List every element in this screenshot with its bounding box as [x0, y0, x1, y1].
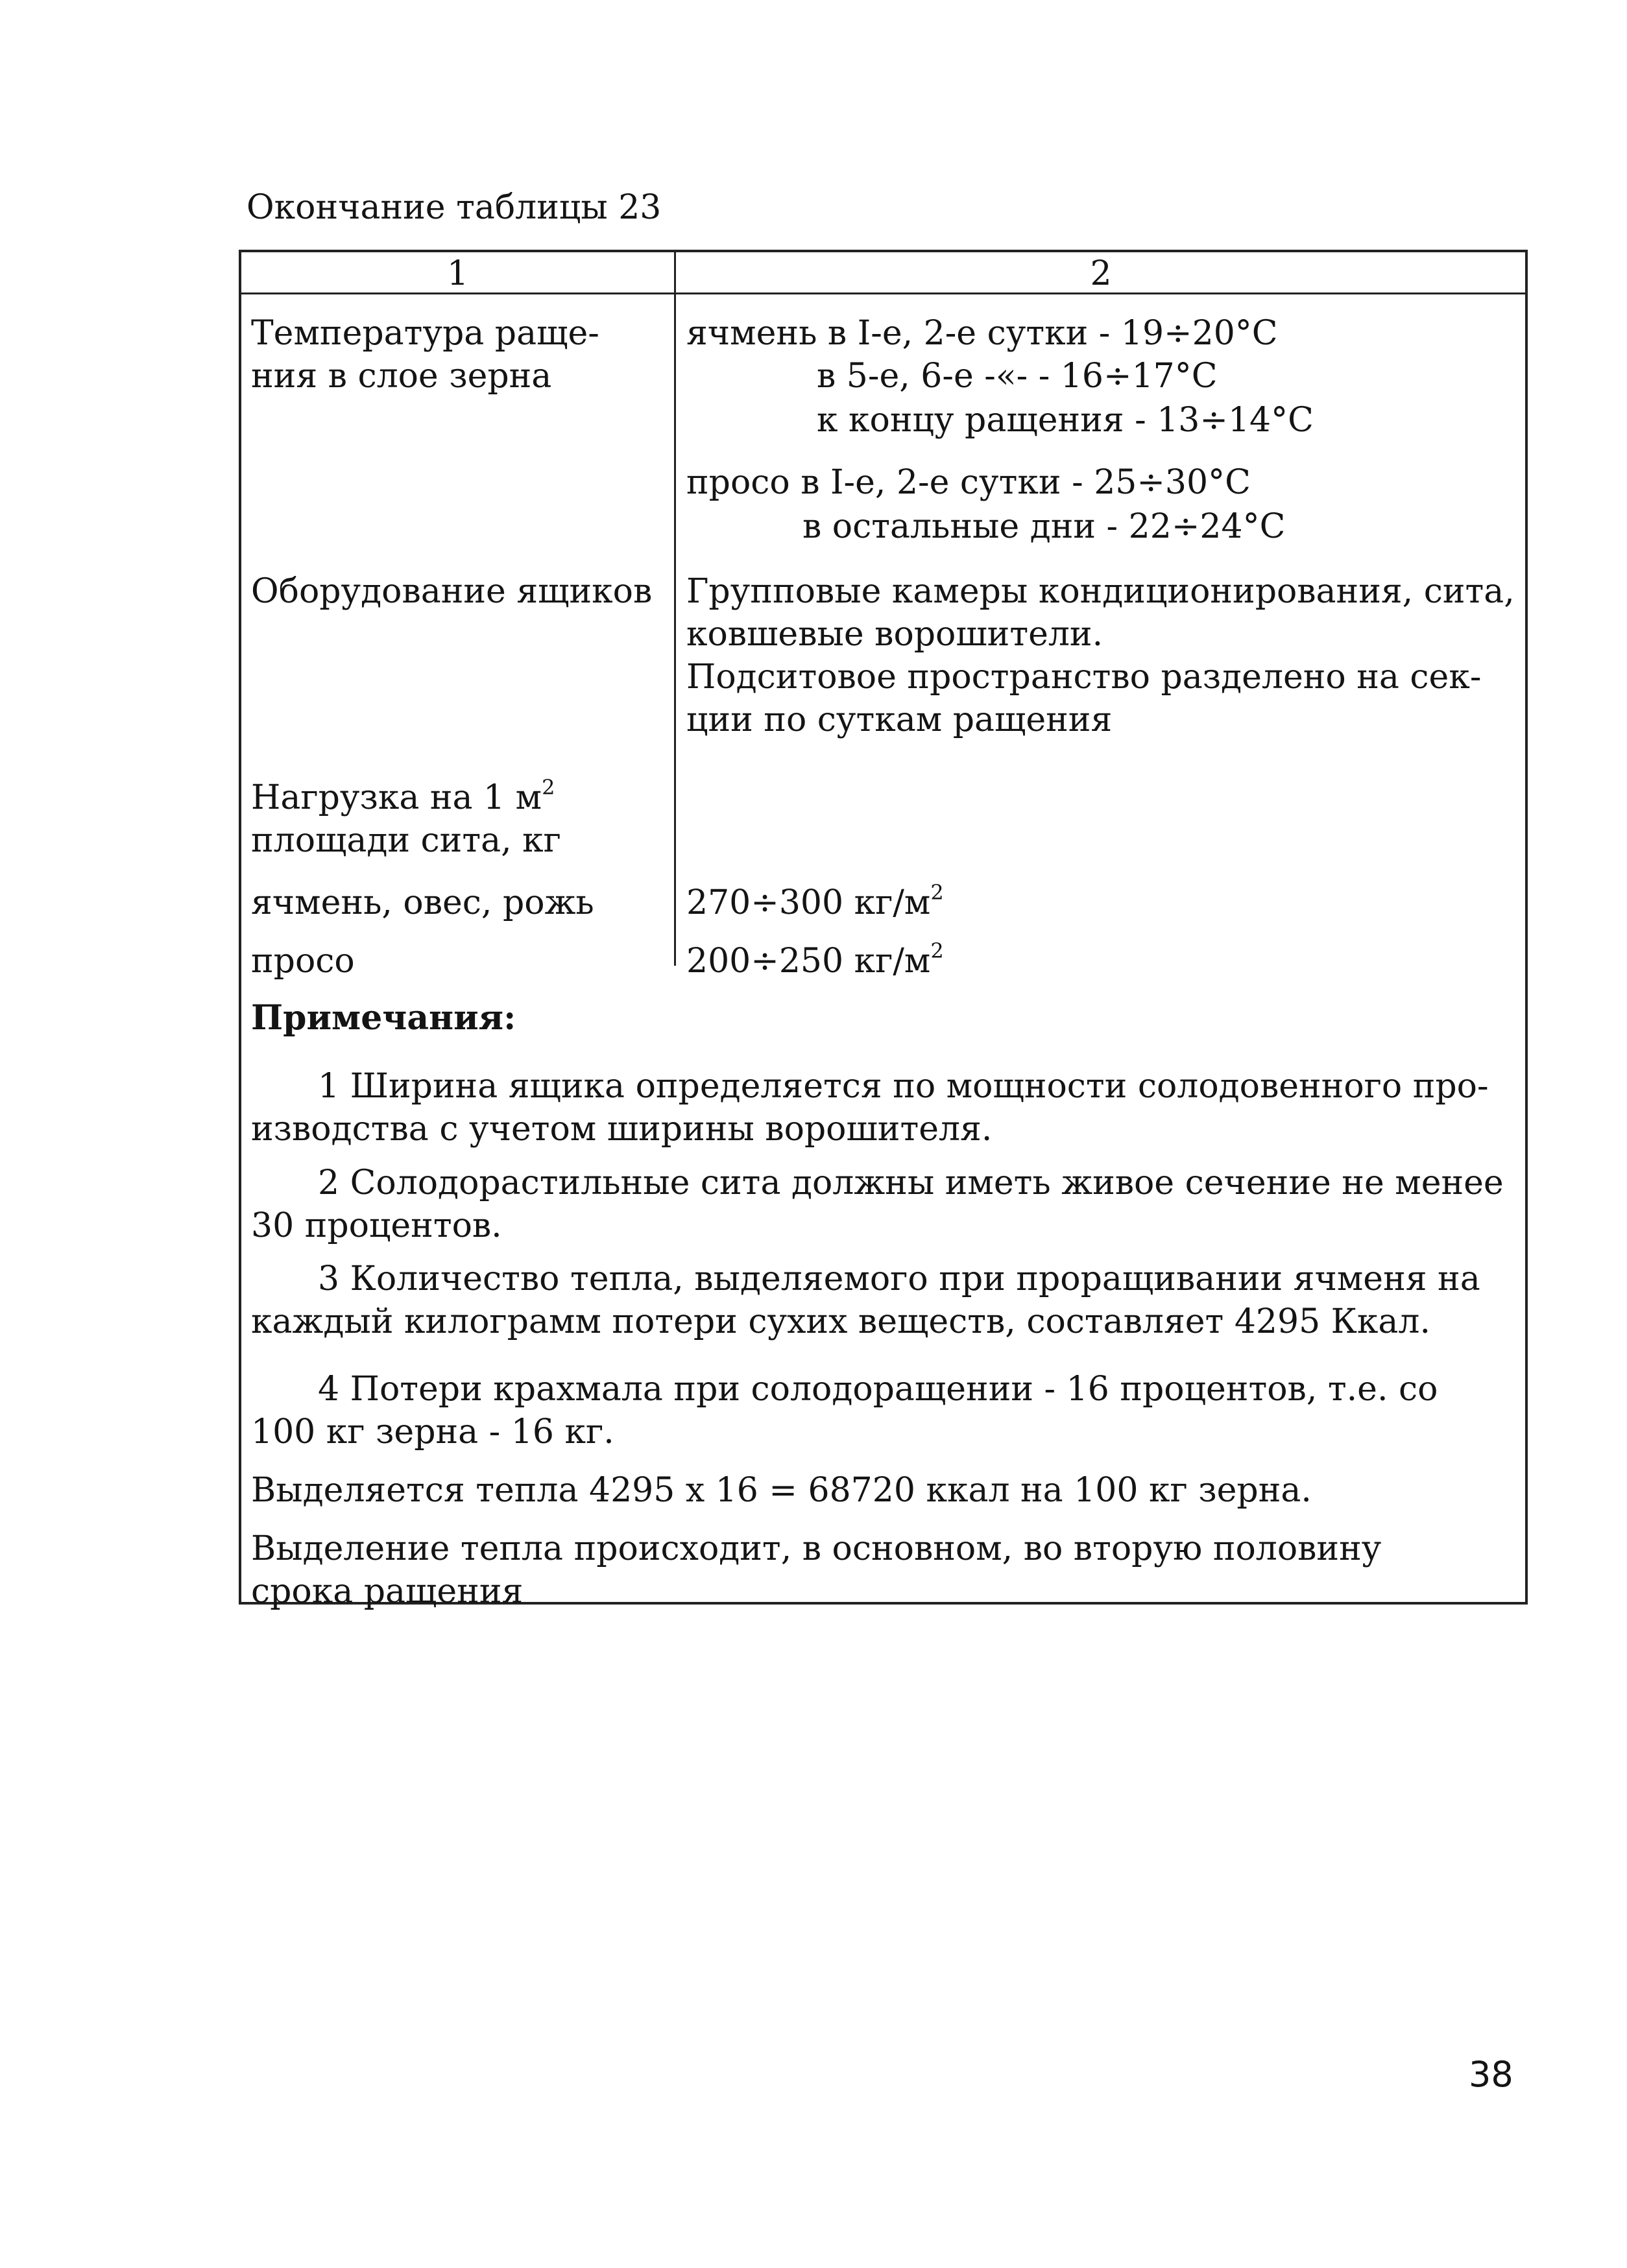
row-temperature-millet-other: в остальные дни - 22÷24°С [802, 507, 1286, 546]
notes-title: Примечания: [251, 998, 516, 1038]
note-2-line-2: 30 процентов. [251, 1206, 502, 1245]
row-equipment-label: Оборудование ящиков [251, 572, 653, 611]
row-equipment-value-line-1: Групповые камеры кондиционирования, сита, [686, 572, 1515, 611]
superscript: 2 [542, 775, 555, 800]
heat-release-note-line-2: срока ращения [251, 1572, 524, 1611]
superscript: 2 [930, 880, 944, 905]
page-number: 38 [1469, 2054, 1513, 2095]
row-temperature-millet-day12: просо в I-е, 2-е сутки - 25÷30°С [686, 463, 1251, 502]
note-2-line-1: 2 Солодорастильные сита должны иметь живое сечение не менее [318, 1164, 1504, 1202]
row-temperature-label-line-2: ния в слое зерна [251, 357, 552, 396]
row-load-label-line-1: Нагрузка на 1 $м^2$ [251, 775, 555, 817]
row-barley-label: ячмень, овес, рожь [251, 883, 594, 922]
row-temperature-label-line-1: Температура раще- [251, 314, 599, 353]
note-4-line-1: 4 Потери крахмала при солодоращении - 16 процентов, т.е. со [318, 1370, 1438, 1409]
heat-release-note-line-1: Выделение тепла происходит, в основном, во вторую половину [251, 1529, 1382, 1568]
row-equipment-value-line-2: ковшевые ворошители. [686, 615, 1103, 654]
column-divider [674, 252, 676, 966]
row-equipment-value-line-4: ции по суткам ращения [686, 700, 1113, 739]
heat-release-line: Выделяется тепла 4295 х 16 = 68720 ккал на 100 кг зерна. [251, 1471, 1312, 1510]
note-4-line-2: 100 кг зерна - 16 кг. [251, 1413, 614, 1451]
column-header-1: 1 [446, 254, 469, 293]
row-temperature-barley-end: к концу ращения - 13÷14°С [817, 401, 1314, 440]
column-header-2: 2 [1090, 254, 1112, 293]
note-1-line-2: изводства с учетом ширины ворошителя. [251, 1110, 993, 1149]
row-barley-value: 270÷300 $кг/м^2$ [686, 880, 944, 922]
row-millet-value: 200÷250 $кг/м^2$ [686, 938, 944, 981]
table-caption: Окончание таблицы 23 [247, 188, 662, 227]
table-frame [239, 250, 1528, 1611]
row-temperature-barley-day12: ячмень в I-е, 2-е сутки - 19÷20°С [686, 314, 1278, 353]
row-millet-label: просо [251, 942, 355, 981]
note-3-line-1: 3 Количество тепла, выделяемого при проращивании ячменя на [318, 1259, 1480, 1298]
superscript: 2 [930, 938, 944, 963]
note-1-line-1: 1 Ширина ящика определяется по мощности солодовенного про- [318, 1067, 1489, 1106]
note-3-line-2: каждый килограмм потери сухих веществ, составляет 4295 Ккал. [251, 1302, 1430, 1341]
row-load-label-line-2: площади сита, кг [251, 821, 561, 860]
row-equipment-value-line-3: Подситовое пространство разделено на сек- [686, 658, 1482, 697]
row-temperature-barley-day56: в 5-е, 6-е -«- - 16÷17°С [817, 357, 1218, 396]
